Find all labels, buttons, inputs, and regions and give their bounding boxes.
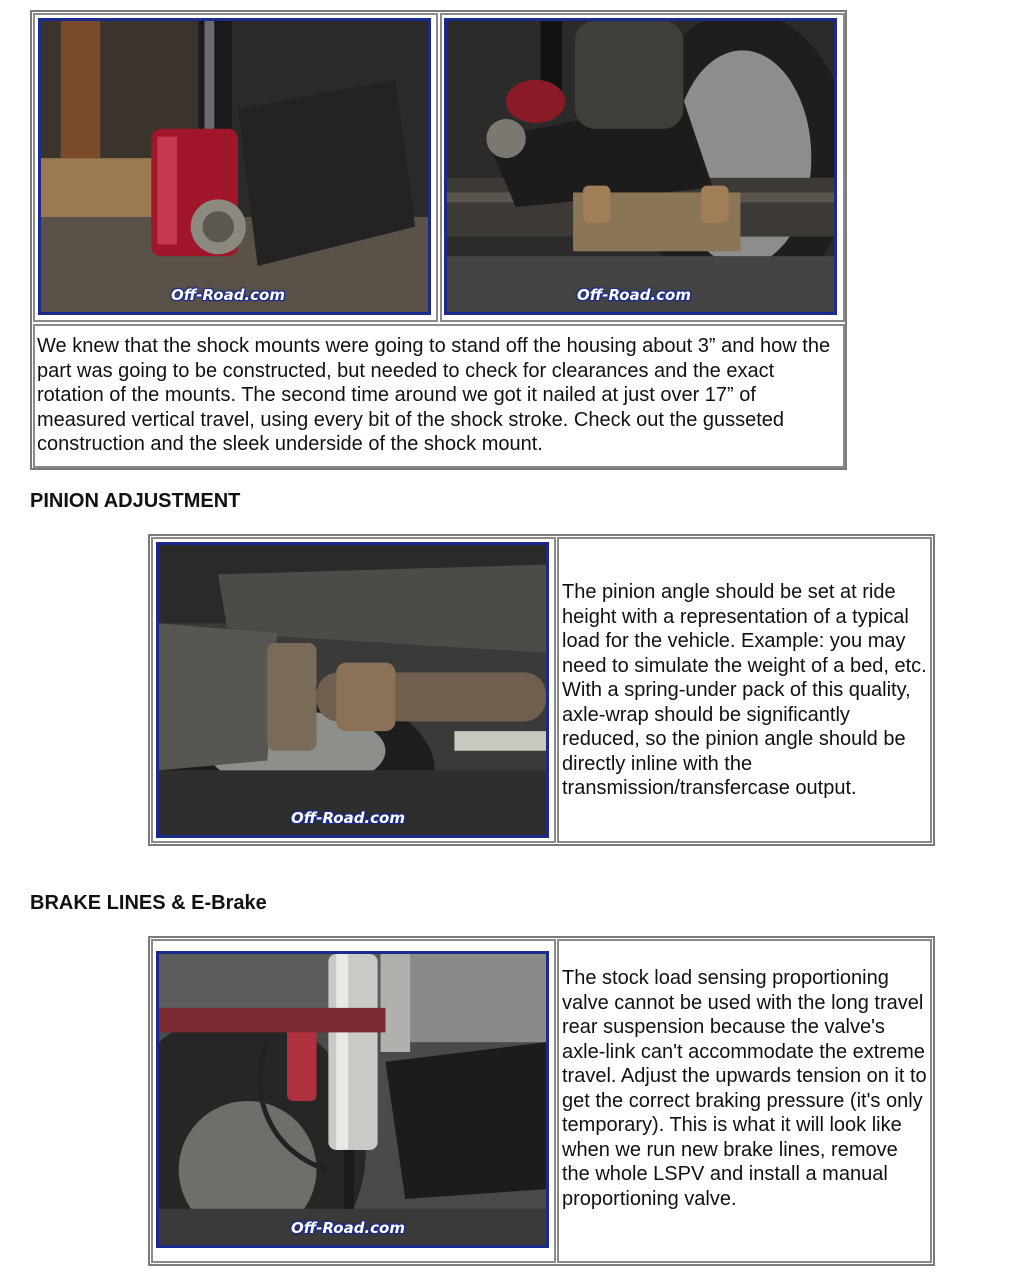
watermark-text: Off-Road.com: [171, 286, 285, 304]
heading-pinion-adjustment: PINION ADJUSTMENT: [30, 490, 241, 512]
watermark-text: Off-Road.com: [291, 809, 405, 827]
caption-brake-lines: The stock load sensing proportioning valve cannot be used with the long travel rear suspension because the valve's axle-link can't accommodate the extreme travel. Adjust the upwards tension on it to get the correct braking pressure (it's only temporary). This is what it will look like when we run new brake lines, remove the whole LSPV and install a manual proportioning valve.: [562, 967, 927, 1210]
caption-pinion-adjustment: The pinion angle should be set at ride height with a representation of a typical load for the vehicle. Example: you may need to simulate the weight of a bed, etc. With a spring-under pack of this quality, axle-wrap should be significantly reduced, so the pinion angle should be directly inline with the transmission/transfercase output.: [562, 581, 927, 799]
photo-shock-mount-underside: [444, 18, 837, 315]
photo-pinion-driveshaft: [156, 542, 549, 838]
watermark-text: Off-Road.com: [291, 1219, 405, 1237]
watermark-text: Off-Road.com: [577, 286, 691, 304]
photo-brake-lines-lspv: [156, 951, 549, 1248]
heading-brake-lines: BRAKE LINES & E-Brake: [30, 892, 267, 914]
photo-shock-mount-side: [38, 18, 431, 315]
caption-shock-mounts: We knew that the shock mounts were going to stand off the housing about 3” and how the part was going to be constructed, but needed to check for clearances and the exact rotation of the mounts. The second time around we got it nailed at just over 17” of measured vertical travel, using every bit of the shock stroke. Check out the gusseted construction and the sleek underside of the shock mount.: [37, 335, 831, 455]
